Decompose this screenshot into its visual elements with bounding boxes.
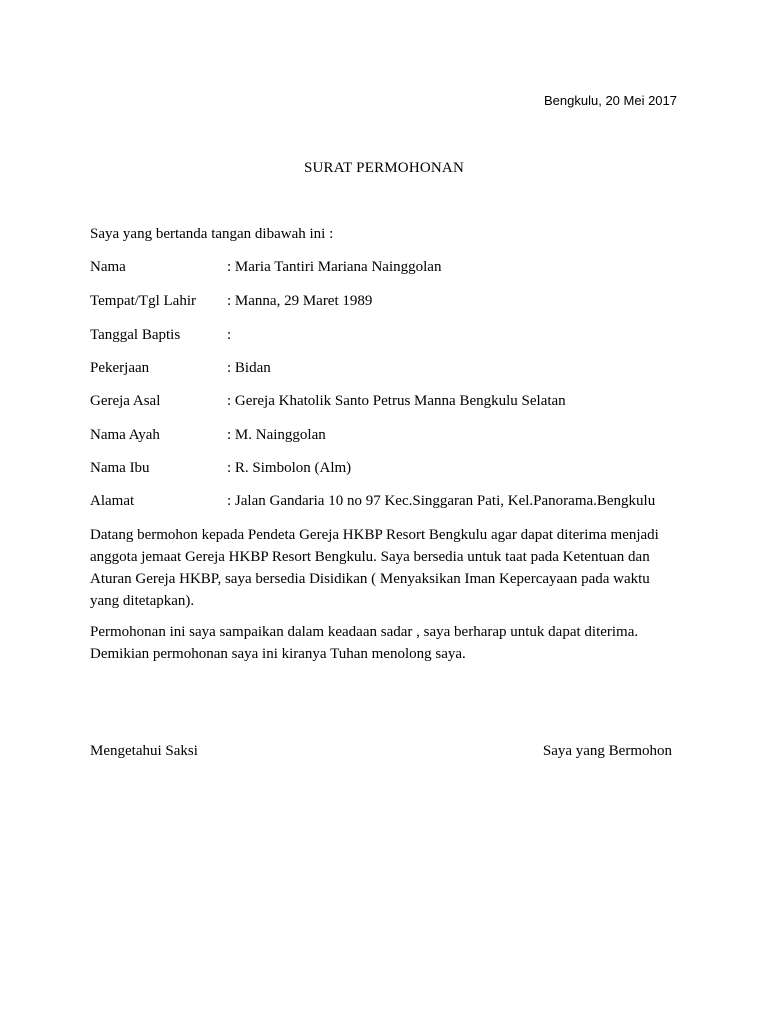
- field-label: Tempat/Tgl Lahir: [90, 293, 196, 309]
- field-tempat-tgl-lahir: [90, 293, 372, 310]
- body-paragraph-closing: Permohonan ini saya sampaikan dalam keadaan sadar , saya berharap untuk dapat diterima. Demikian permohonan saya ini kiranya Tuhan menolong saya.: [90, 624, 639, 662]
- field-label: Pekerjaan: [90, 360, 150, 376]
- field-value: : Jalan Gandaria 10 no 97 Kec.Singgaran Pati, Kel.Panorama.Bengkulu: [227, 493, 656, 509]
- field-value: : Maria Tantiri Mariana Nainggolan: [227, 259, 442, 275]
- field-alamat: [90, 493, 655, 510]
- field-label: Nama Ayah: [90, 427, 160, 443]
- field-value: : Manna, 29 Maret 1989: [227, 293, 373, 309]
- field-label: Nama: [90, 259, 126, 275]
- field-label: Tanggal Baptis: [90, 327, 181, 343]
- intro-text: Saya yang bertanda tangan dibawah ini :: [90, 226, 334, 242]
- letter-title: SURAT PERMOHONAN: [303, 160, 465, 176]
- field-value: : Bidan: [227, 360, 271, 376]
- field-nama-ibu: [90, 460, 351, 477]
- field-value: : R. Simbolon (Alm): [227, 460, 352, 476]
- field-gereja-asal: [90, 393, 566, 410]
- field-value: : M. Nainggolan: [227, 427, 326, 443]
- field-pekerjaan: [90, 360, 271, 377]
- field-label: Gereja Asal: [90, 393, 161, 409]
- letter-date: Bengkulu, 20 Mei 2017: [544, 93, 677, 108]
- field-tanggal-baptis: [90, 327, 231, 344]
- field-label: Nama Ibu: [90, 460, 150, 476]
- body-paragraph-request: Datang bermohon kepada Pendeta Gereja HKBP Resort Bengkulu agar dapat diterima menjadi anggota jemaat Gereja HKBP Resort Bengkulu. Saya bersedia untuk taat pada Ketentuan dan Aturan Gereja HKBP, saya bersedia Disidikan ( Menyaksikan Iman Kepercayaan pada waktu yang ditetapkan).: [90, 527, 659, 609]
- signature-witness-label: Mengetahui Saksi: [90, 743, 198, 759]
- field-value: :: [227, 327, 232, 343]
- field-label: Alamat: [90, 493, 135, 509]
- field-nama-ayah: [90, 427, 326, 444]
- signature-applicant-label: Saya yang Bermohon: [542, 743, 672, 759]
- field-nama: [90, 259, 441, 276]
- field-value: : Gereja Khatolik Santo Petrus Manna Bengkulu Selatan: [227, 393, 566, 409]
